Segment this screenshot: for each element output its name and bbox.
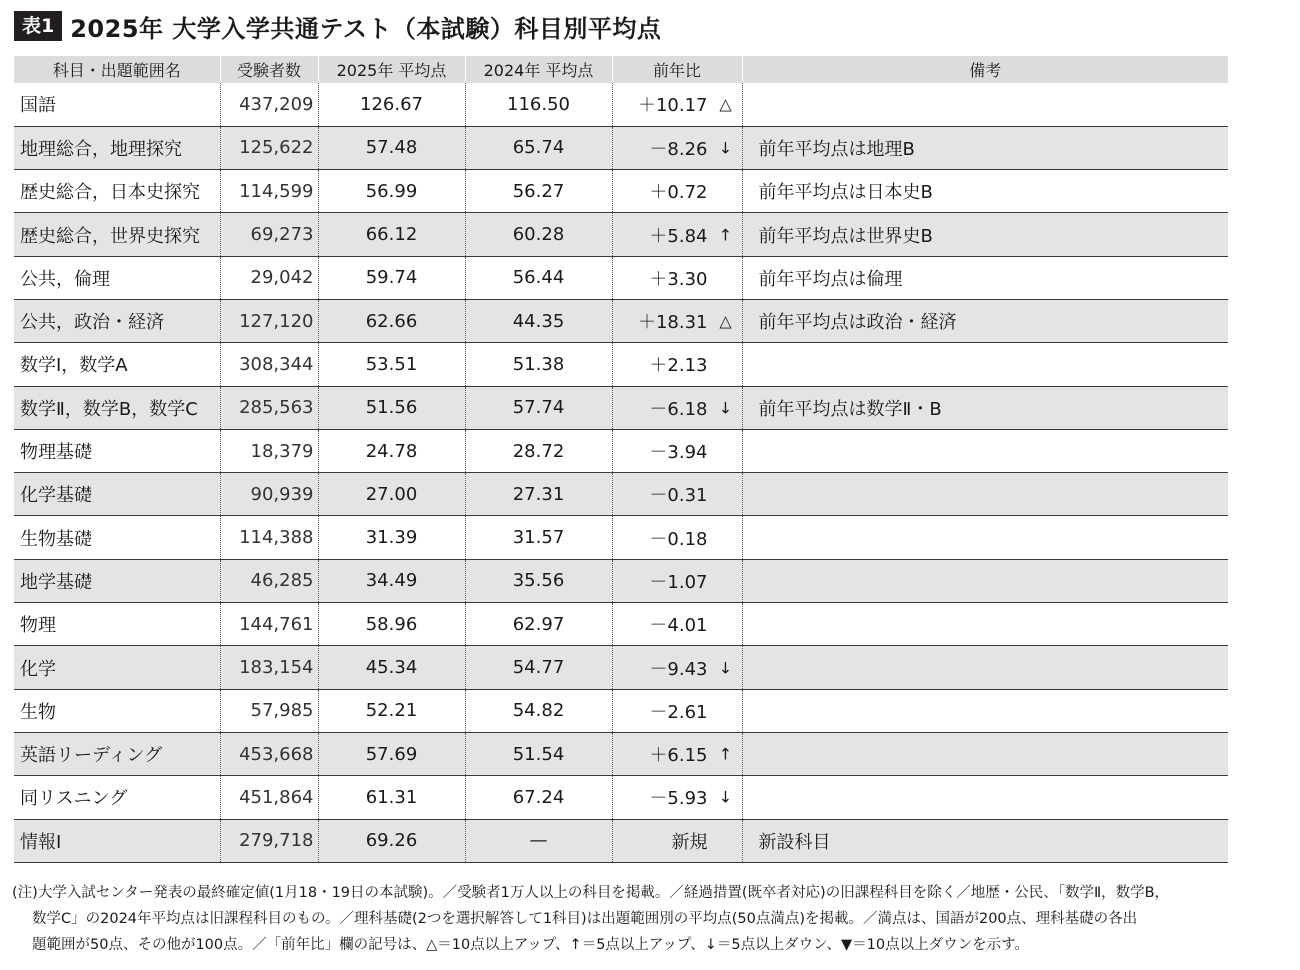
cell-subject: 化学	[14, 646, 220, 689]
page-title: 2025年 大学入学共通テスト（本試験）科目別平均点	[70, 14, 662, 43]
cell-subject: 地学基礎	[14, 559, 220, 602]
table-row	[14, 126, 1228, 169]
cell-diff	[612, 343, 742, 386]
cell-diff	[612, 256, 742, 299]
table-row	[14, 732, 1228, 775]
cell-avg-2025: 61.31	[318, 776, 465, 819]
footnote-line: 題範囲が50点、その他が100点。／「前年比」欄の記号は、△＝10点以上アップ、↑＝5点以上アップ、↓＝5点以上ダウン、▼＝10点以上ダウンを示す。	[32, 937, 1029, 953]
cell-count: 183,154	[220, 646, 318, 689]
cell-avg-2025: 53.51	[318, 343, 465, 386]
cell-count: 308,344	[220, 343, 318, 386]
cell-count: 451,864	[220, 776, 318, 819]
cell-note	[742, 343, 1228, 386]
cell-avg-2024: 65.74	[465, 126, 612, 169]
cell-subject: 数学Ⅱ，数学B，数学C	[14, 386, 220, 429]
cell-note	[742, 473, 1228, 516]
table-row	[14, 473, 1228, 516]
header-note: 備考	[742, 56, 1228, 83]
trend-mark-icon: ↓	[718, 138, 733, 158]
cell-avg-2025: 45.34	[318, 646, 465, 689]
cell-subject: 歴史総合，日本史探究	[14, 170, 220, 213]
diff-value: 新規	[671, 831, 708, 853]
cell-avg-2025: 31.39	[318, 516, 465, 559]
cell-note	[742, 603, 1228, 646]
cell-avg-2024: 67.24	[465, 776, 612, 819]
cell-count: 144,761	[220, 603, 318, 646]
cell-note: 前年平均点は地理B	[742, 126, 1228, 169]
table-row	[14, 83, 1228, 126]
diff-value: －5.93	[649, 788, 708, 810]
trend-mark-icon: ↓	[718, 787, 733, 807]
cell-note	[742, 689, 1228, 732]
cell-avg-2025: 66.12	[318, 213, 465, 256]
cell-subject: 同リスニング	[14, 776, 220, 819]
cell-count: 29,042	[220, 256, 318, 299]
cell-diff	[612, 732, 742, 775]
cell-avg-2024: 56.27	[465, 170, 612, 213]
table-row	[14, 213, 1228, 256]
cell-avg-2025: 52.21	[318, 689, 465, 732]
cell-diff	[612, 170, 742, 213]
cell-count: 90,939	[220, 473, 318, 516]
header-avg-2024: 2024年 平均点	[465, 56, 612, 83]
cell-diff	[612, 213, 742, 256]
diff-value: －2.61	[649, 701, 708, 723]
cell-avg-2025: 56.99	[318, 170, 465, 213]
cell-avg-2025: 57.69	[318, 732, 465, 775]
cell-diff	[612, 83, 742, 126]
cell-note: 前年平均点は倫理	[742, 256, 1228, 299]
table-row	[14, 429, 1228, 472]
diff-value: ＋0.72	[649, 182, 708, 204]
cell-subject: 情報Ⅰ	[14, 819, 220, 862]
diff-value: －1.07	[649, 571, 708, 593]
cell-subject: 公共，倫理	[14, 256, 220, 299]
footnote-line: 数学C」の2024年平均点は旧課程科目のもの。／理科基礎(2つを選択解答して1科目)は出題範囲別の平均点(50点満点)を掲載。／満点は、国語が200点、理科基礎の各出	[32, 911, 1138, 927]
table-header-row	[14, 56, 1228, 83]
table-row	[14, 559, 1228, 602]
trend-mark-icon: ↓	[718, 398, 733, 418]
diff-value: ＋5.84	[649, 225, 708, 247]
cell-count: 285,563	[220, 386, 318, 429]
cell-subject: 地理総合，地理探究	[14, 126, 220, 169]
footnote	[12, 880, 1252, 958]
diff-value: －9.43	[649, 658, 708, 680]
cell-subject: 化学基礎	[14, 473, 220, 516]
cell-avg-2025: 24.78	[318, 429, 465, 472]
cell-note	[742, 429, 1228, 472]
table-row	[14, 776, 1228, 819]
cell-subject: 国語	[14, 83, 220, 126]
cell-avg-2024: 116.50	[465, 83, 612, 126]
table-number-badge: 表1	[14, 11, 62, 41]
cell-subject: 生物	[14, 689, 220, 732]
table-row	[14, 170, 1228, 213]
cell-diff	[612, 559, 742, 602]
cell-note: 前年平均点は世界史B	[742, 213, 1228, 256]
cell-avg-2025: 51.56	[318, 386, 465, 429]
cell-avg-2024: 54.77	[465, 646, 612, 689]
cell-subject: 物理	[14, 603, 220, 646]
diff-value: －4.01	[649, 615, 708, 637]
trend-mark-icon: △	[719, 311, 732, 331]
cell-diff	[612, 689, 742, 732]
cell-diff	[612, 646, 742, 689]
cell-count: 437,209	[220, 83, 318, 126]
diff-value: －8.26	[649, 138, 708, 160]
cell-note: 前年平均点は数学Ⅱ・B	[742, 386, 1228, 429]
cell-avg-2024: 44.35	[465, 299, 612, 342]
cell-count: 114,599	[220, 170, 318, 213]
cell-subject: 公共，政治・経済	[14, 299, 220, 342]
header-diff: 前年比	[612, 56, 742, 83]
cell-count: 279,718	[220, 819, 318, 862]
table-title	[14, 8, 661, 44]
diff-value: －0.18	[649, 528, 708, 550]
table-row	[14, 689, 1228, 732]
average-score-table	[14, 56, 1228, 863]
cell-avg-2024: 56.44	[465, 256, 612, 299]
cell-avg-2025: 69.26	[318, 819, 465, 862]
cell-note: 新設科目	[742, 819, 1228, 862]
cell-note: 前年平均点は日本史B	[742, 170, 1228, 213]
cell-diff	[612, 126, 742, 169]
header-count: 受験者数	[220, 56, 318, 83]
diff-value: ＋3.30	[649, 268, 708, 290]
cell-avg-2025: 27.00	[318, 473, 465, 516]
table-row	[14, 343, 1228, 386]
cell-count: 57,985	[220, 689, 318, 732]
cell-note	[742, 646, 1228, 689]
cell-count: 69,273	[220, 213, 318, 256]
cell-avg-2024: 35.56	[465, 559, 612, 602]
diff-value: ＋6.15	[649, 745, 708, 767]
table-row	[14, 516, 1228, 559]
diff-value: ＋10.17	[637, 95, 708, 117]
table-row	[14, 256, 1228, 299]
cell-avg-2025: 126.67	[318, 83, 465, 126]
cell-subject: 歴史総合，世界史探究	[14, 213, 220, 256]
table-row	[14, 646, 1228, 689]
table-row	[14, 819, 1228, 862]
cell-avg-2024: 31.57	[465, 516, 612, 559]
table-row	[14, 603, 1228, 646]
cell-diff	[612, 386, 742, 429]
cell-diff	[612, 473, 742, 516]
cell-note	[742, 516, 1228, 559]
cell-diff	[612, 299, 742, 342]
cell-diff	[612, 429, 742, 472]
cell-count: 127,120	[220, 299, 318, 342]
cell-note	[742, 559, 1228, 602]
cell-subject: 英語リーディング	[14, 732, 220, 775]
header-avg-2025: 2025年 平均点	[318, 56, 465, 83]
cell-avg-2025: 59.74	[318, 256, 465, 299]
cell-subject: 物理基礎	[14, 429, 220, 472]
cell-avg-2024: 60.28	[465, 213, 612, 256]
table-row	[14, 299, 1228, 342]
trend-mark-icon: ↑	[718, 225, 733, 245]
cell-avg-2025: 58.96	[318, 603, 465, 646]
cell-avg-2024: 62.97	[465, 603, 612, 646]
diff-value: －3.94	[649, 442, 708, 464]
cell-avg-2025: 57.48	[318, 126, 465, 169]
diff-value: ＋18.31	[637, 312, 708, 334]
cell-diff	[612, 776, 742, 819]
trend-mark-icon: △	[719, 94, 732, 114]
table-row	[14, 386, 1228, 429]
diff-value: ＋2.13	[649, 355, 708, 377]
trend-mark-icon: ↓	[718, 658, 733, 677]
diff-value: －0.31	[649, 485, 708, 507]
footnote-line: (注)大学入試センター発表の最終確定値(1月18・19日の本試験)。／受験者1万人以上の科目を掲載。／経過措置(既卒者対応)の旧課程科目を除く／地歴・公民、「数学Ⅱ，数学B，	[12, 885, 1170, 901]
cell-avg-2024: 28.72	[465, 429, 612, 472]
cell-note: 前年平均点は政治・経済	[742, 299, 1228, 342]
cell-avg-2024: —	[465, 819, 612, 862]
header-subject: 科目・出題範囲名	[14, 56, 220, 83]
cell-note	[742, 83, 1228, 126]
cell-note	[742, 776, 1228, 819]
cell-count: 46,285	[220, 559, 318, 602]
cell-avg-2025: 62.66	[318, 299, 465, 342]
cell-avg-2024: 27.31	[465, 473, 612, 516]
cell-subject: 生物基礎	[14, 516, 220, 559]
cell-count: 125,622	[220, 126, 318, 169]
cell-count: 453,668	[220, 732, 318, 775]
diff-value: －6.18	[649, 398, 708, 420]
cell-diff	[612, 603, 742, 646]
cell-note	[742, 732, 1228, 775]
cell-avg-2024: 57.74	[465, 386, 612, 429]
cell-subject: 数学Ⅰ，数学A	[14, 343, 220, 386]
cell-avg-2024: 51.38	[465, 343, 612, 386]
trend-mark-icon: ↑	[718, 744, 733, 764]
cell-diff	[612, 819, 742, 862]
cell-count: 18,379	[220, 429, 318, 472]
cell-diff	[612, 516, 742, 559]
cell-avg-2025: 34.49	[318, 559, 465, 602]
cell-count: 114,388	[220, 516, 318, 559]
cell-avg-2024: 54.82	[465, 689, 612, 732]
cell-avg-2024: 51.54	[465, 732, 612, 775]
